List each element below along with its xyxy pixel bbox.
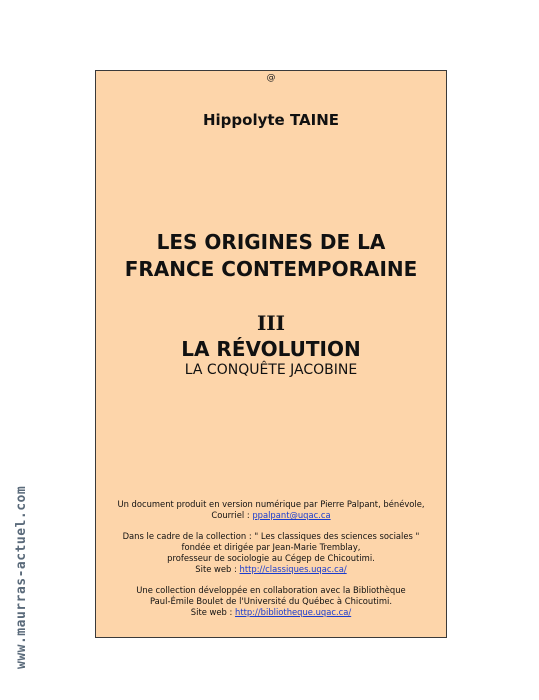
- credits-p3-line2: Paul-Émile Boulet de l'Université du Québec à Chicoutimi.: [150, 596, 392, 606]
- part-subtitle: LA CONQUÊTE JACOBINE: [184, 362, 358, 378]
- credits-p3-line1: Une collection développée en collaboration avec la Bibliothèque: [136, 585, 406, 595]
- credits-block: [96, 499, 446, 628]
- book-title: [96, 229, 446, 283]
- part-title: LA RÉVOLUTION: [181, 337, 361, 361]
- credits-collection: [96, 531, 446, 575]
- classiques-link[interactable]: http://classiques.uqac.ca/: [239, 564, 347, 574]
- credits-digitization: [96, 499, 446, 521]
- website-label: Site web :: [195, 564, 237, 574]
- email-label: Courriel :: [211, 510, 250, 520]
- title-line-2: FRANCE CONTEMPORAINE: [124, 257, 418, 281]
- title-line-1: LES ORIGINES DE LA: [156, 230, 386, 254]
- email-link[interactable]: ppalpant@uqac.ca: [252, 510, 331, 520]
- book-cover: [95, 70, 447, 638]
- credits-p2-line1: Dans le cadre de la collection : " Les classiques des sciences sociales ": [122, 531, 420, 541]
- bibliotheque-link[interactable]: http://bibliotheque.uqac.ca/: [235, 607, 352, 617]
- credits-p1-line1: Un document produit en version numérique par Pierre Palpant, bénévole,: [117, 499, 425, 509]
- watermark-text: www.maurras-actuel.com: [14, 485, 29, 670]
- at-symbol: @: [266, 73, 276, 83]
- volume-number: III: [256, 311, 286, 335]
- credits-library: [96, 585, 446, 618]
- credits-p2-line3: professeur de sociologie au Cégep de Chicoutimi.: [167, 553, 375, 563]
- website-label: Site web :: [190, 607, 233, 617]
- credits-p2-line2: fondée et dirigée par Jean-Marie Tremblay,: [181, 542, 361, 552]
- author-name: Hippolyte TAINE: [202, 111, 340, 129]
